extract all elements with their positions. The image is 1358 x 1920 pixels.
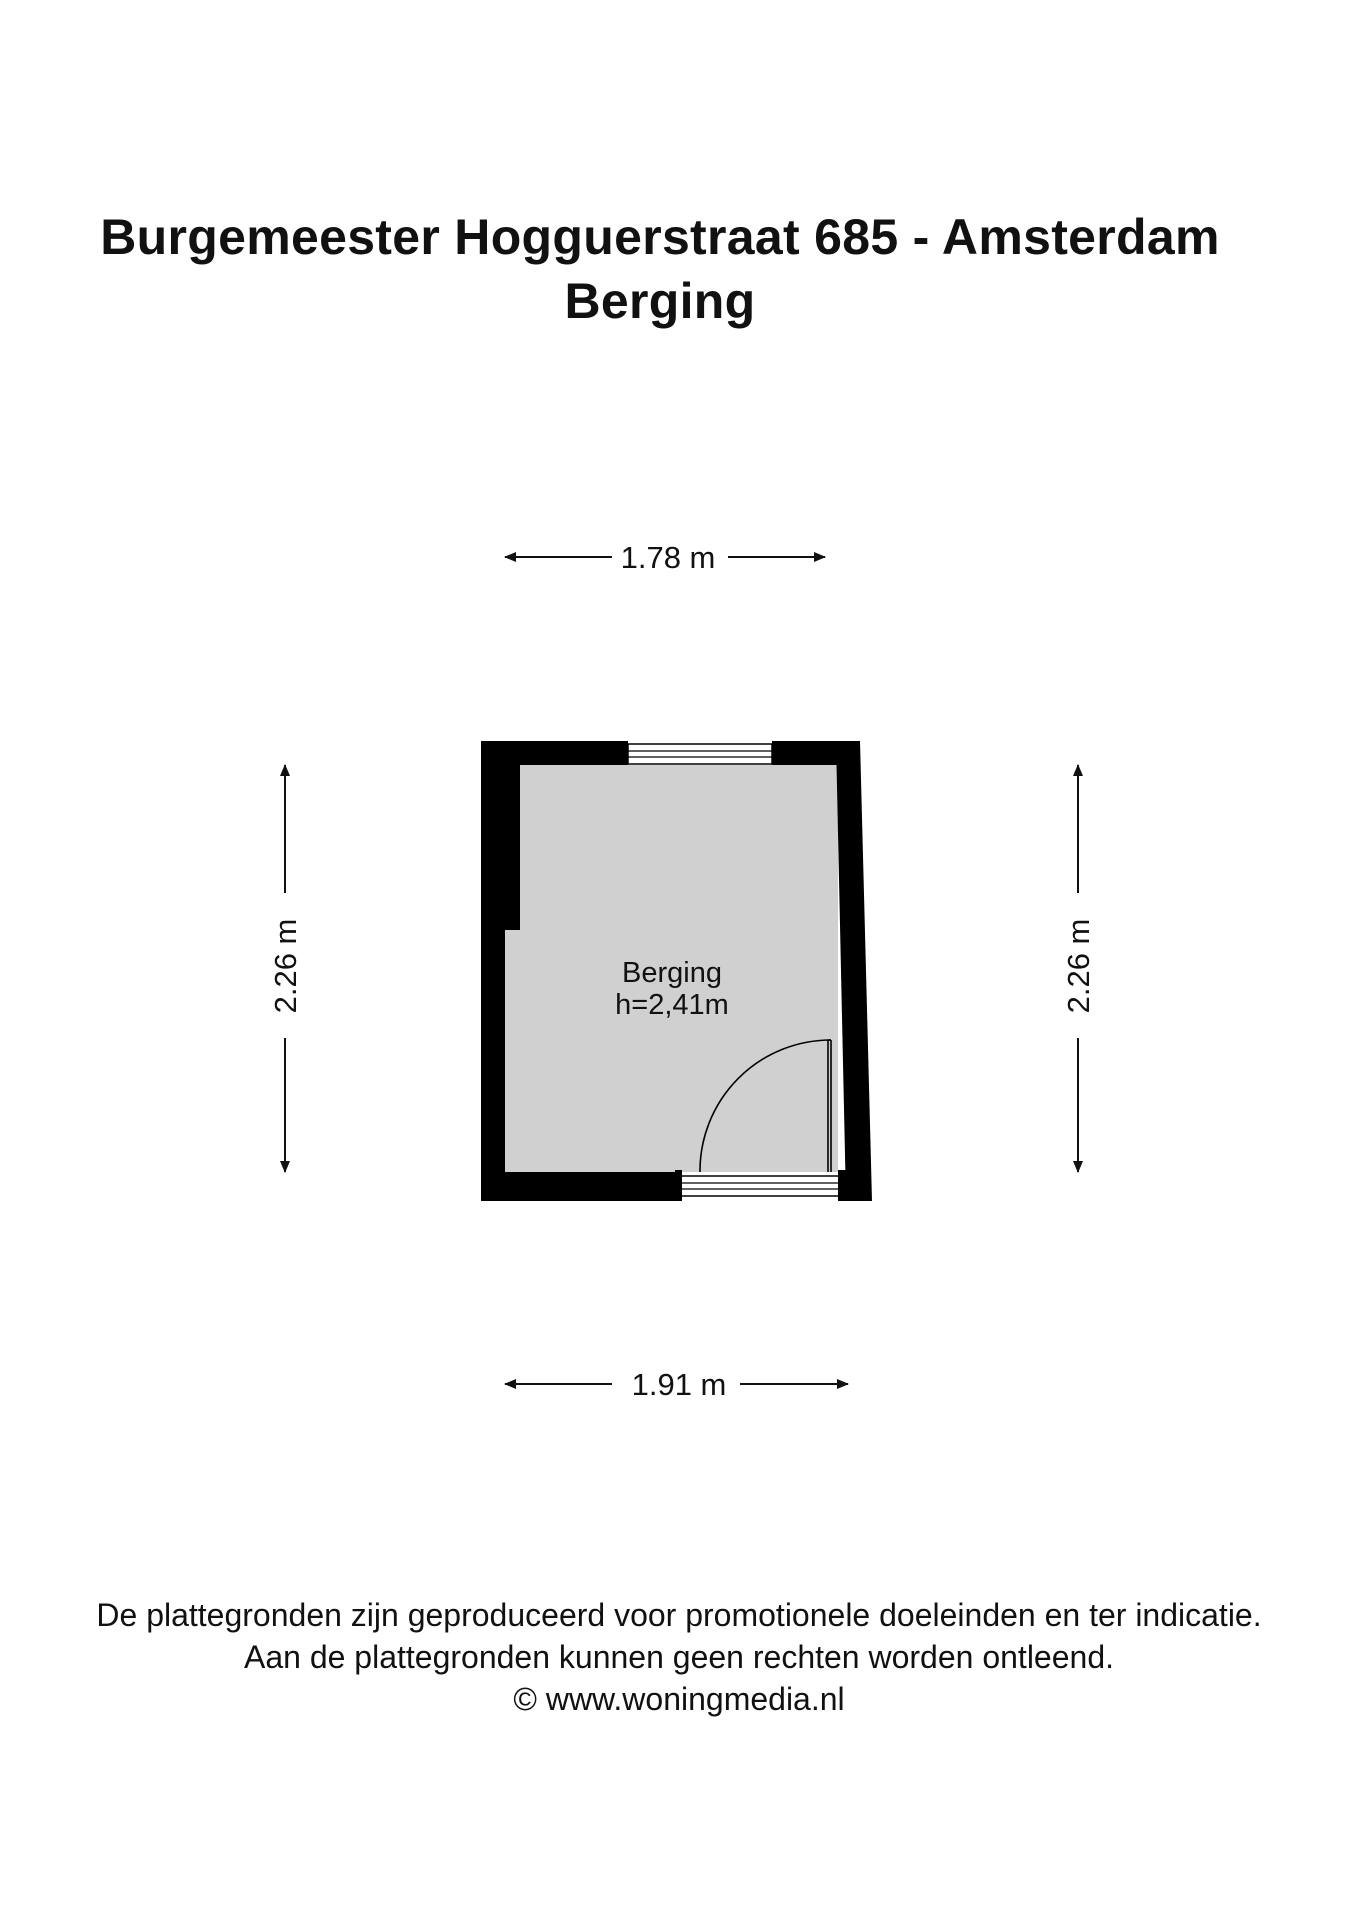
page-subtitle: Berging xyxy=(564,273,756,329)
room-height: h=2,41m xyxy=(615,989,729,1021)
room-name: Berging xyxy=(622,957,722,989)
dimension-bottom-label: 1.91 m xyxy=(631,1367,727,1402)
disclaimer xyxy=(0,1594,1358,1720)
dimension-bottom xyxy=(505,1367,848,1402)
disclaimer-line-1: De plattegronden zijn geproduceerd voor promotionele doeleinden en ter indicatie. xyxy=(96,1597,1262,1633)
page-title: Burgemeester Hogguerstraat 685 - Amsterdam xyxy=(100,209,1220,265)
dimension-top-label: 1.78 m xyxy=(620,540,716,575)
wall-bottom-left xyxy=(481,1172,675,1201)
dimension-right-label: 2.26 m xyxy=(1061,918,1096,1014)
dimension-right xyxy=(1061,765,1096,1172)
dimension-left xyxy=(268,765,303,1172)
wall-right xyxy=(836,741,872,1201)
dimension-top xyxy=(505,540,825,575)
dimension-left-label: 2.26 m xyxy=(268,918,303,1014)
door-bottom xyxy=(675,1170,846,1201)
disclaimer-line-2: Aan de plattegronden kunnen geen rechten worden ontleend. xyxy=(243,1639,1114,1675)
window-top xyxy=(628,744,772,764)
copyright-link[interactable]: © www.woningmedia.nl xyxy=(513,1681,845,1717)
